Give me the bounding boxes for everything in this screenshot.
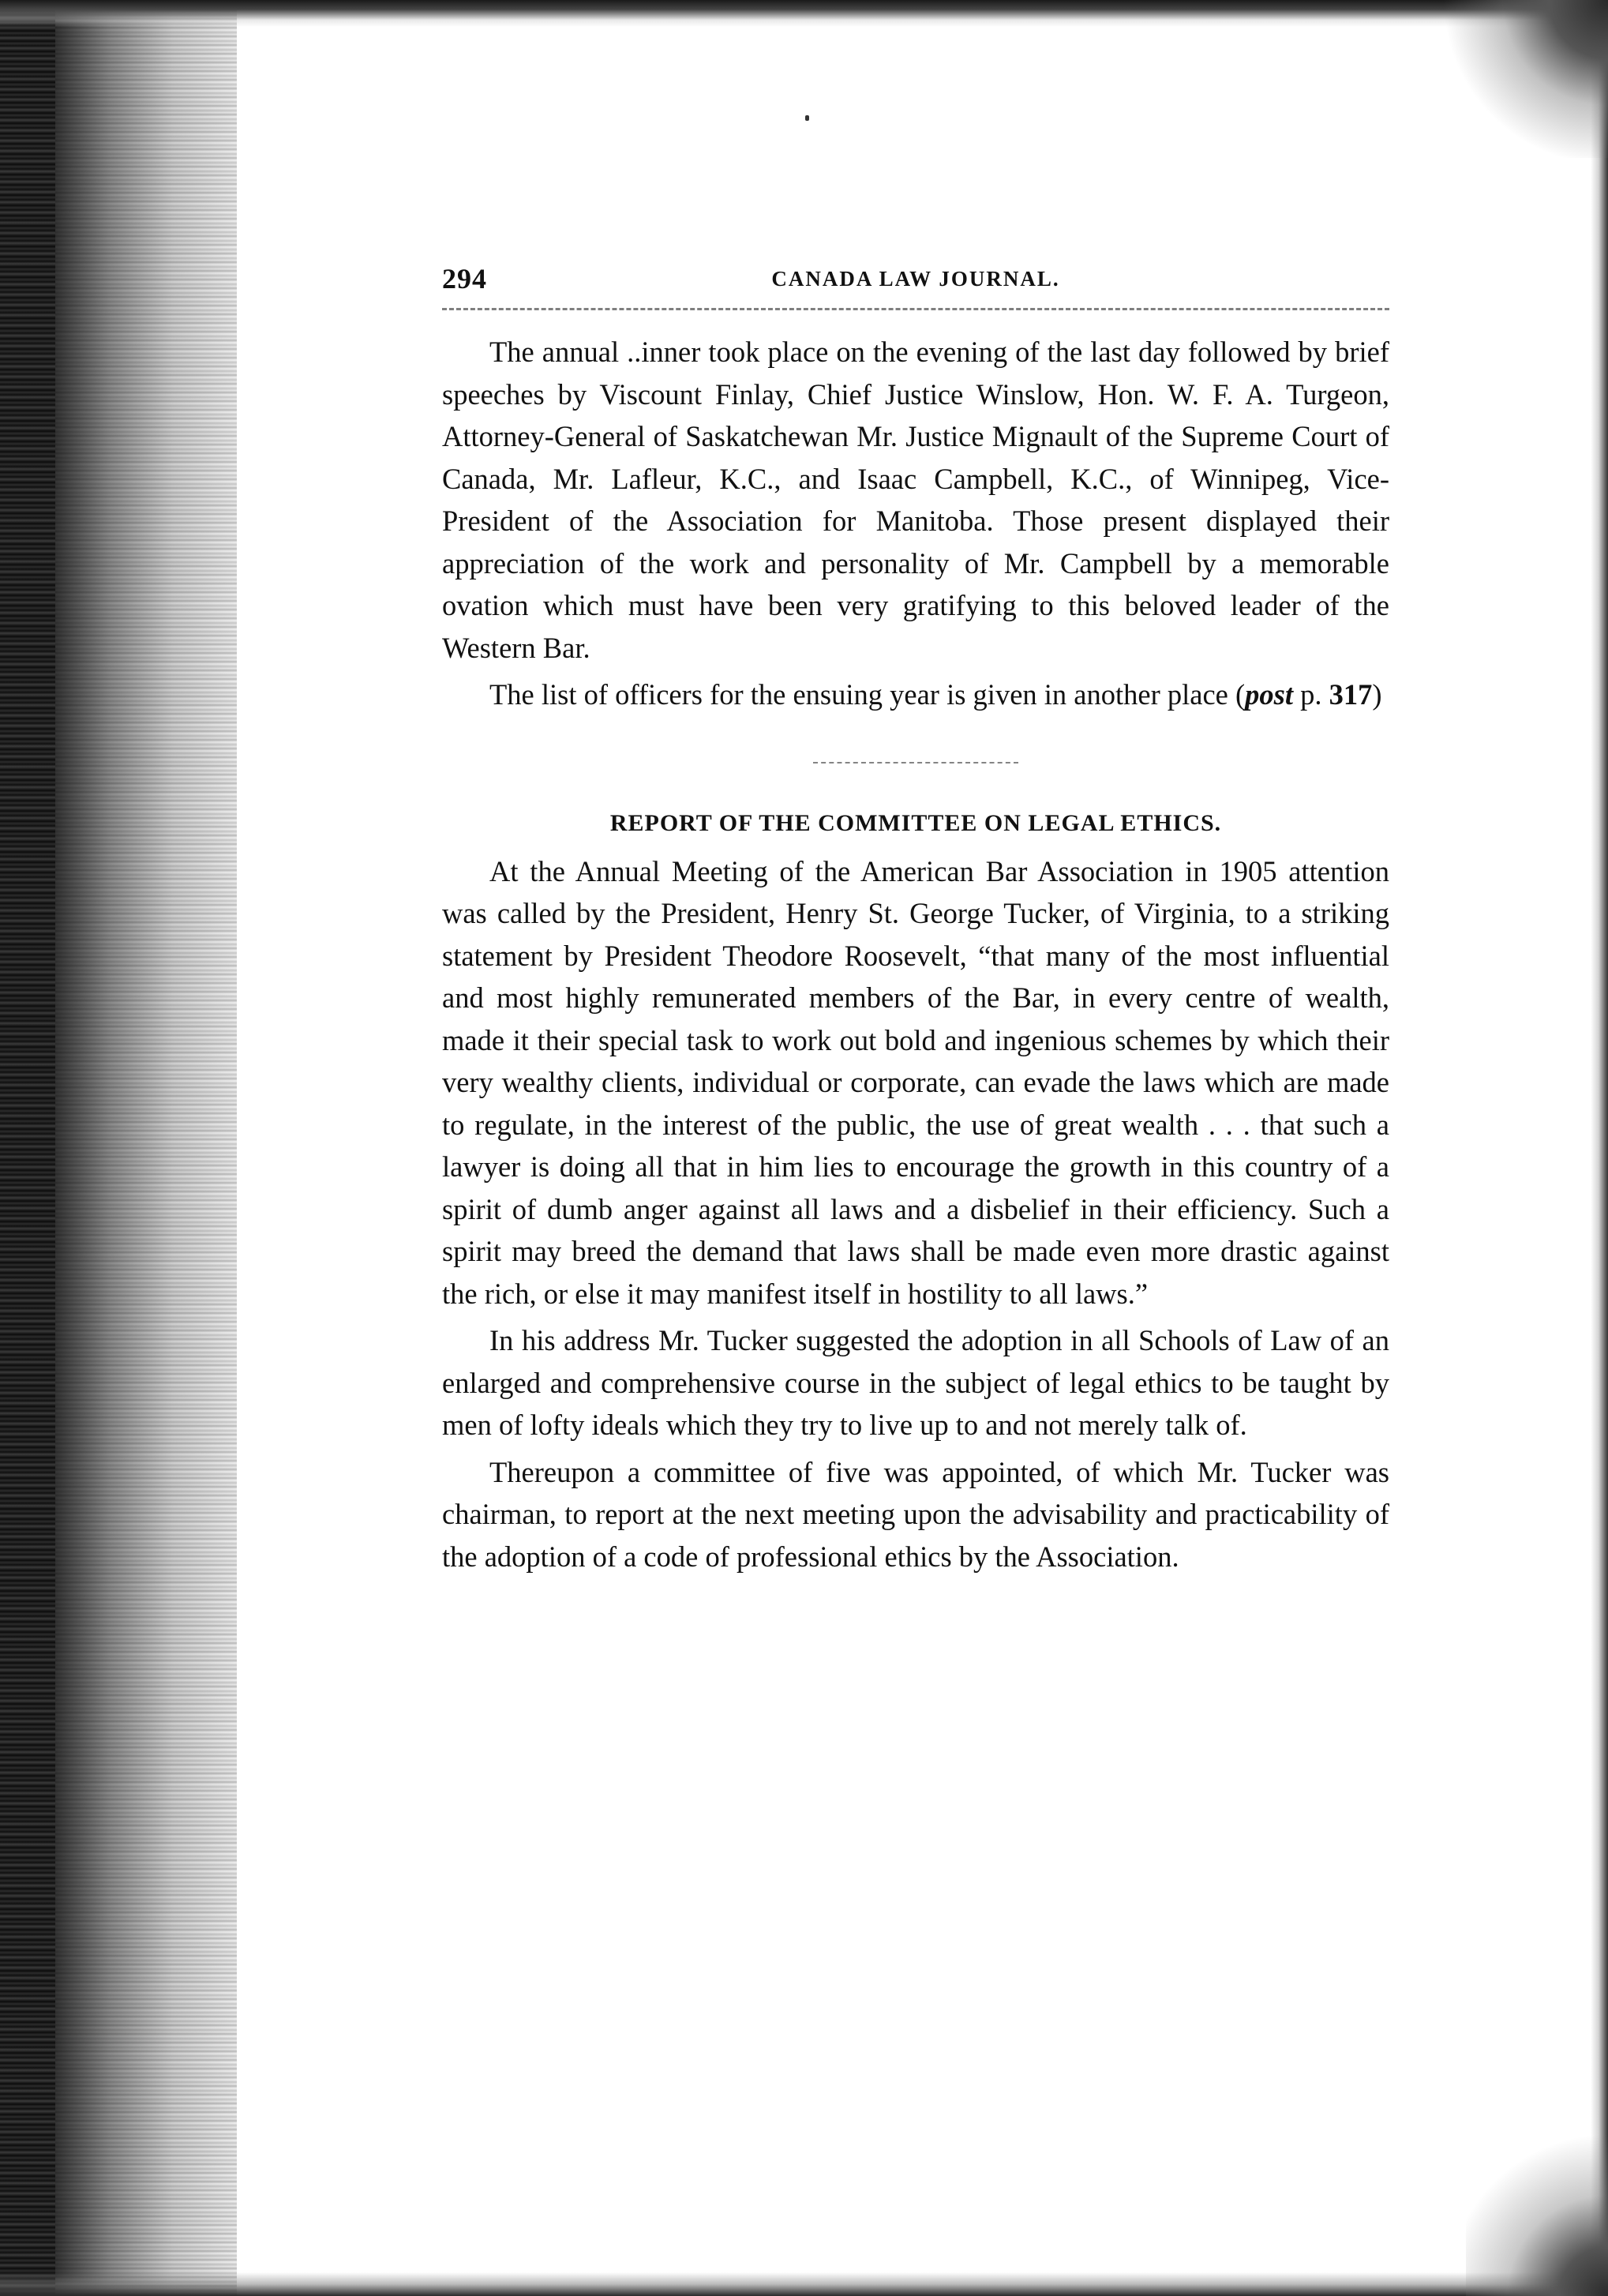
page-right-edge — [1591, 0, 1608, 2296]
section-heading: REPORT OF THE COMMITTEE ON LEGAL ETHICS. — [609, 809, 1222, 836]
paragraph-annual-meeting: At the Annual Meeting of the American Bar Association in 1905 attention was called by the President, Henry St. George Tucker, of Virginia, to a striking statement by President Theodore Roosevelt, “that many of the most influential and most highly remunerated members of the Bar, in every centre of wealth, made it their special task to work out bold and ingenious schemes by which their very wealthy clients, individual or corporate, can evade the laws which are made to regulate, in the interest of the public, the use of great wealth . . . that such a lawyer is doing all that in him lies to encourage the growth in this country of a spirit of dumb anger against all laws and a disbelief in their efficiency. Such a spirit may breed the demand that laws shall be made even more drastic against the rich, or else it may manifest itself in hostility to all laws.” — [442, 854, 1389, 1310]
article-body — [442, 331, 1389, 1578]
ink-speck — [805, 115, 809, 121]
page-content — [442, 259, 1389, 1578]
paragraph-officers-list — [442, 673, 1389, 716]
page-corner-bottom-right — [1466, 2122, 1608, 2296]
running-head — [442, 259, 1389, 306]
paragraph-officers-text: The list of officers for the ensuing year is given in another place ( — [489, 678, 1246, 711]
paragraph-tucker-address: In his address Mr. Tucker suggested the adoption in all Schools of Law of an enlarged and comprehensive course in the subject of legal ethics to be taught by men of lofty ideals which they try to live up to and not merely talk of. — [442, 1324, 1389, 1441]
post-reference: post — [1245, 678, 1293, 711]
page-bottom-edge — [0, 2272, 1608, 2296]
section-divider — [813, 762, 1018, 763]
page-number: 294 — [442, 263, 487, 295]
binding-shadow — [55, 0, 237, 2296]
page-ref-close: ) — [1372, 678, 1382, 711]
binding-edge — [0, 0, 55, 2296]
paragraph-committee: Thereupon a committee of five was appointed, of which Mr. Tucker was chairman, to report at the next meeting upon the advisability and practicability of the adoption of a code of professional ethics by the Association. — [442, 1455, 1389, 1573]
paragraph-annual-dinner: The annual ..inner took place on the evening of the last day followed by brief speeches by Viscount Finlay, Chief Justice Winslow, Hon. W. F. A. Turgeon, Attorney-General of Saskatchewan Mr. Justice Mignault of the Supreme Court of Canada, Mr. Lafleur, K.C., and Isaac Campbell, K.C., of Winnipeg, Vice-President of the Association for Manitoba. Those present displayed their appreciation of the work and personality of Mr. Campbell by a memorable ovation which must have been very gratifying to this beloved leader of the Western Bar. — [442, 336, 1389, 664]
page-ref-prefix: p. — [1293, 678, 1329, 711]
page-corner-top-right — [1434, 0, 1608, 158]
header-rule — [442, 308, 1389, 310]
page-reference-number: 317 — [1329, 678, 1373, 711]
page-top-edge — [0, 0, 1608, 27]
journal-title: CANADA LAW JOURNAL. — [771, 267, 1060, 291]
